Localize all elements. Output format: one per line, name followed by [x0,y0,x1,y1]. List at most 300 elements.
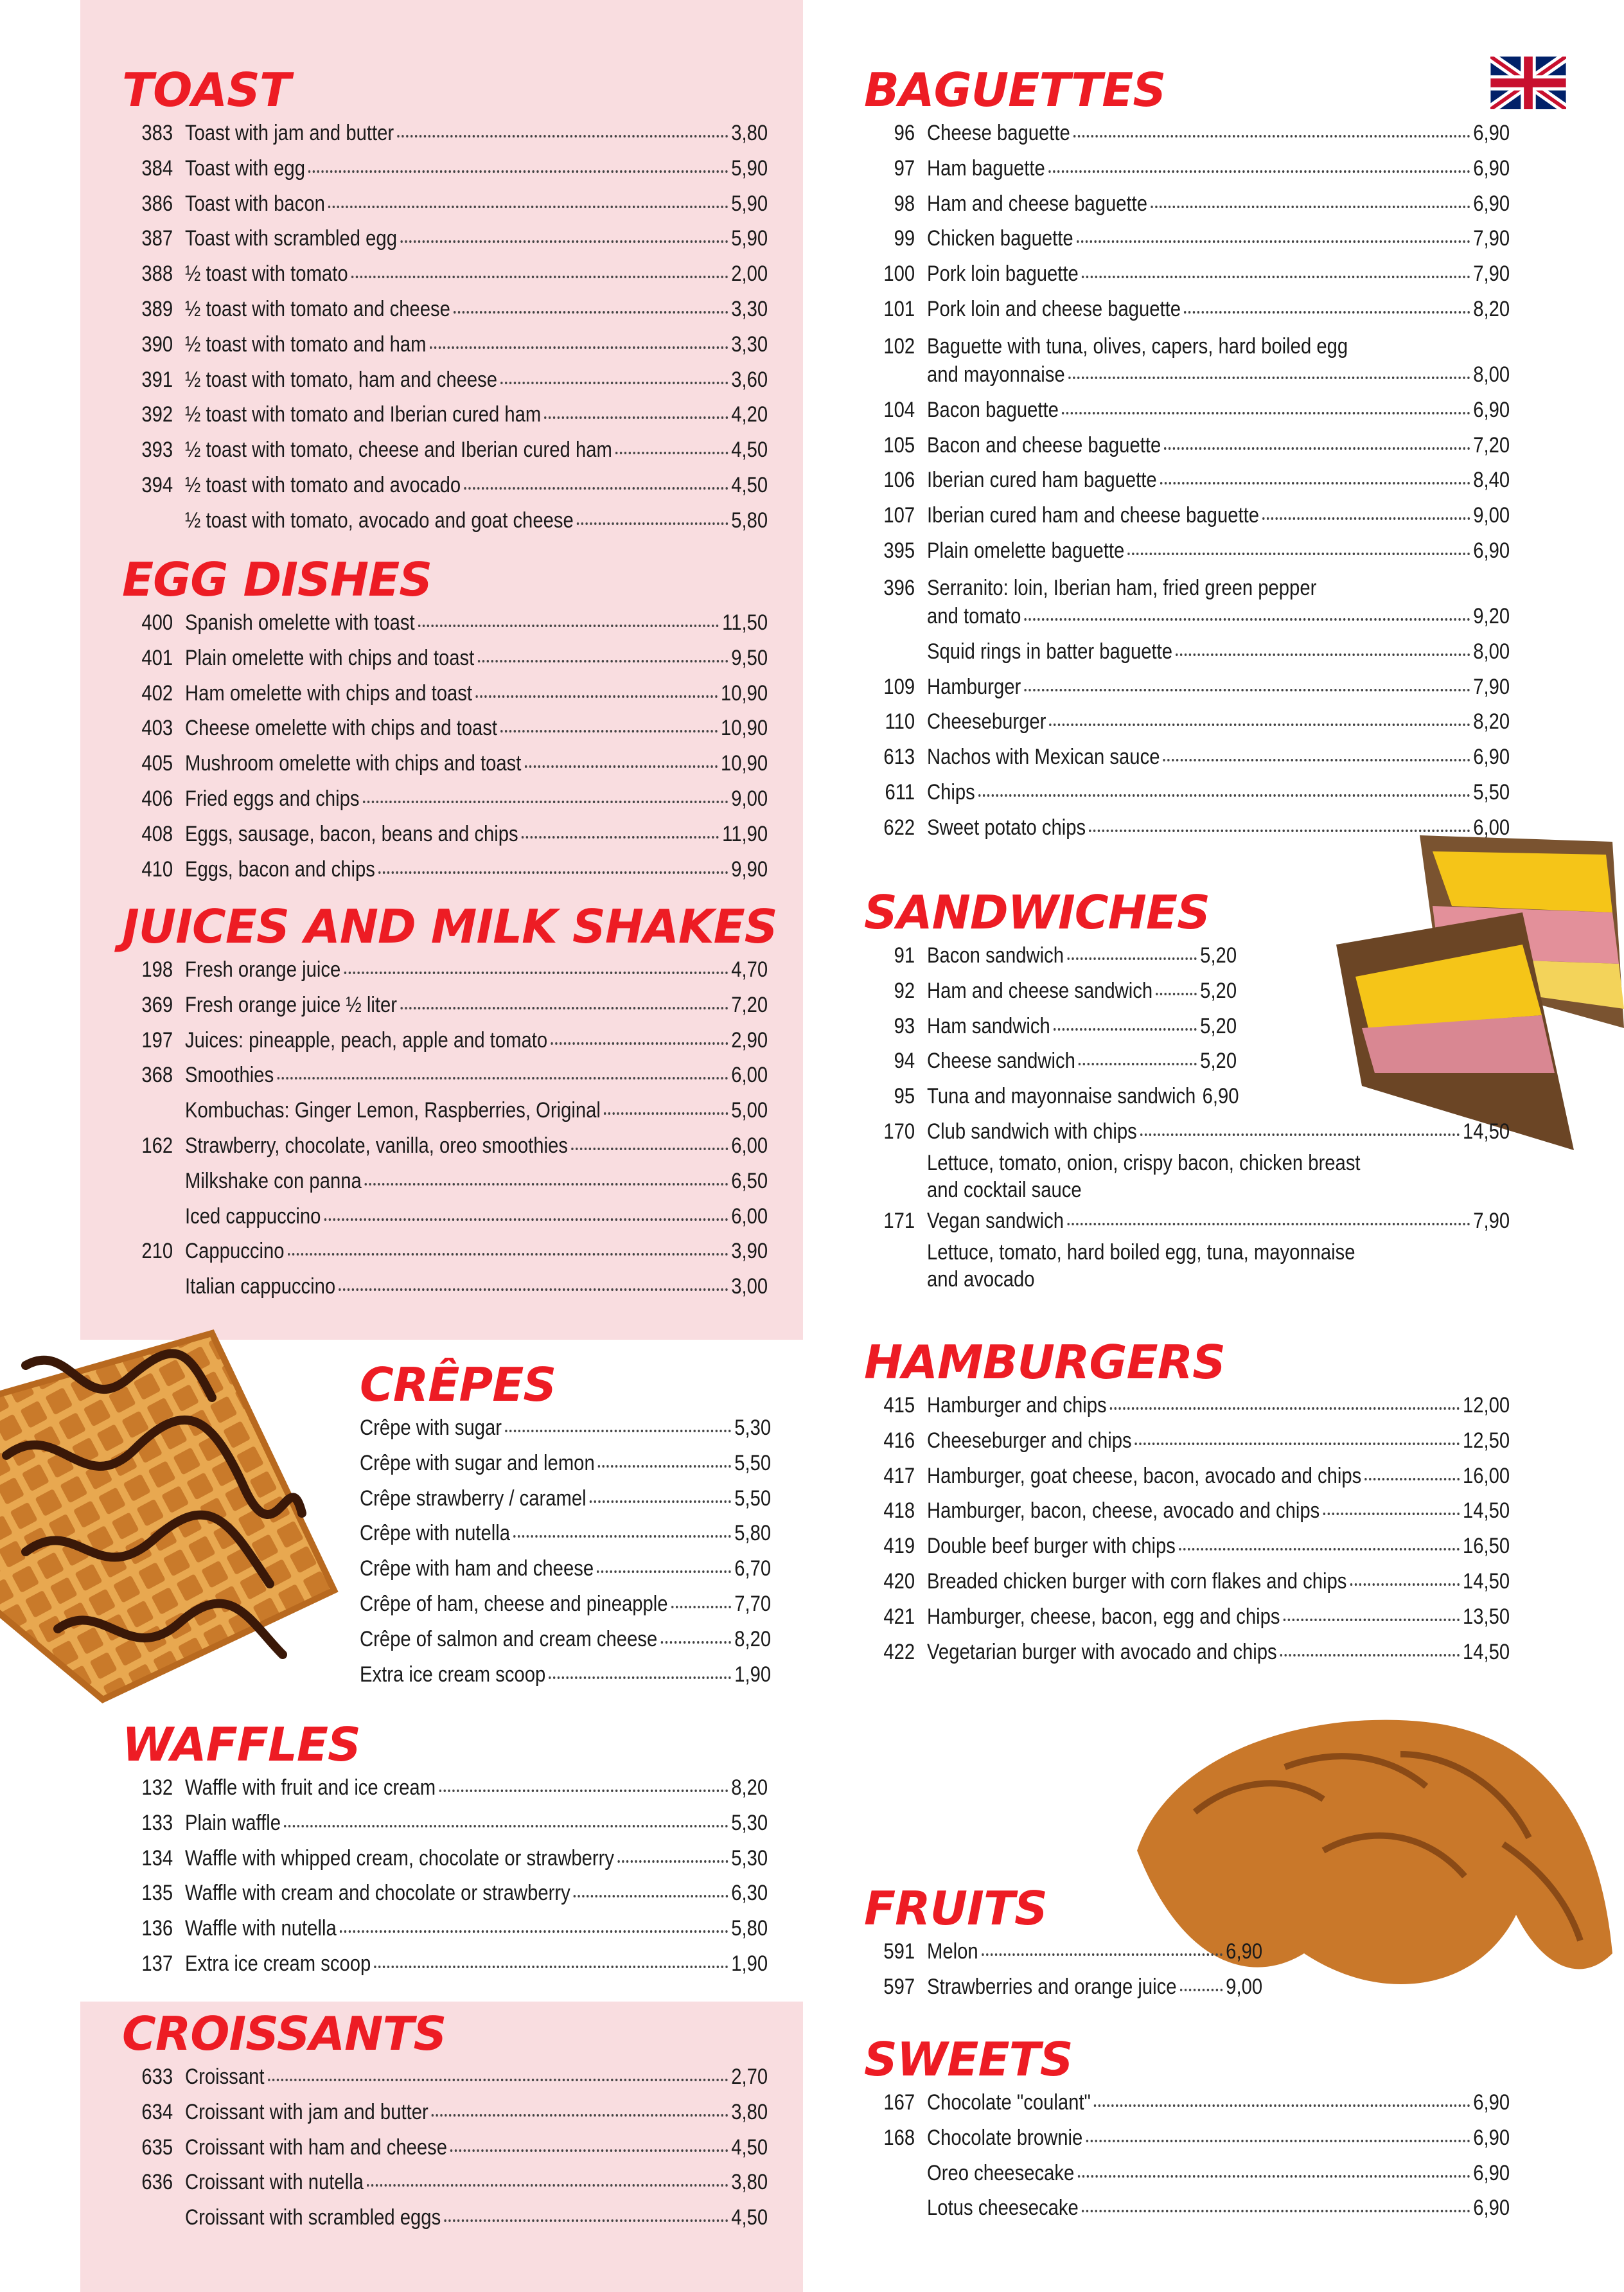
item-price: 5,50 [1473,779,1510,804]
dot-leader [671,1606,731,1608]
menu-item [864,533,1510,569]
dot-leader [525,765,718,768]
item-name: ½ toast with tomato, ham and cheese [185,367,498,392]
item-number: 109 [883,674,915,699]
dot-leader [1079,1063,1197,1065]
dot-leader [1067,1223,1470,1225]
item-description: and cocktail sauce [927,1177,1082,1202]
item-number: 391 [141,367,173,392]
dot-leader [597,1570,731,1573]
item-price: 6,90 [1226,1939,1263,1964]
menu-item [864,1388,1510,1423]
section-title: TOAST [122,63,291,117]
item-number: 622 [883,815,915,840]
item-number: 92 [894,978,915,1003]
item-number: 611 [885,779,915,804]
menu-item [864,360,1510,393]
menu-item [864,740,1510,775]
item-price: 6,00 [731,1063,768,1088]
item-price: 6,90 [1473,191,1510,216]
item-name: Sweet potato chips [927,815,1086,840]
menu-list [122,116,768,538]
section-title: WAFFLES [122,1718,360,1772]
item-name: Toast with bacon [185,191,325,216]
item-description: and avocado [927,1266,1035,1292]
menu-item [122,2130,768,2165]
waffles-section [122,1719,768,1982]
item-name: Iced cappuccino [185,1204,321,1229]
menu-item [122,2059,768,2095]
dot-leader [268,2079,728,2081]
menu-item [122,1023,768,1058]
menu-item [122,1234,768,1269]
item-price: 10,90 [720,680,768,706]
dot-leader [551,1042,728,1045]
dot-leader [1048,170,1470,173]
item-price: 6,90 [1473,2125,1510,2150]
item-price: 6,70 [734,1556,772,1581]
item-name: Chips [927,779,975,804]
dot-leader [1151,206,1470,208]
item-price: 8,20 [734,1626,772,1651]
item-price: 5,90 [731,226,768,251]
dot-leader [1054,1028,1197,1031]
item-name: ½ toast with tomato and avocado [185,472,461,497]
sweets-section [864,2034,1510,2226]
dot-leader [1050,724,1470,726]
item-number: 102 [883,333,915,359]
dot-leader [615,452,728,454]
menu-list [864,1388,1510,1669]
item-price: 8,20 [731,1775,768,1800]
menu-item [864,938,1237,973]
item-price: 16,00 [1462,1463,1510,1488]
item-price: 5,30 [731,1810,768,1835]
egg-dishes-section [122,554,768,887]
item-price: 7,90 [1473,674,1510,699]
item-number: 400 [141,610,173,635]
dot-leader [590,1500,731,1503]
item-number: 105 [883,432,915,458]
item-price: 3,80 [731,121,768,145]
dot-leader [522,836,719,839]
section-title: FRUITS [864,1881,1047,1935]
menu-item [864,704,1510,740]
item-name: Strawberries and orange juice [927,1974,1177,1999]
item-price: 10,90 [720,716,768,741]
dot-leader [604,1112,728,1115]
item-name: Bacon and cheese baguette [927,432,1161,458]
item-price: 9,90 [731,857,768,882]
item-price: 11,90 [722,821,768,846]
item-number: 635 [141,2135,173,2160]
item-name: Hamburger [927,674,1021,699]
item-number: 636 [141,2170,173,2195]
item-name: Lotus cheesecake [927,2196,1079,2221]
menu-item [360,1657,771,1692]
menu-item [122,327,768,362]
menu-item [122,468,768,503]
menu-item [864,1529,1510,1564]
menu-item [122,711,768,746]
dot-leader [324,1218,728,1221]
item-name: Juices: pineapple, peach, apple and tomato [185,1027,548,1053]
item-name: Cheese baguette [927,121,1070,145]
item-number: 389 [141,296,173,321]
item-price: 6,90 [1473,155,1510,181]
menu-item [360,1586,771,1622]
item-number: 396 [883,575,915,600]
item-price: 7,90 [1473,262,1510,287]
item-price: 6,00 [731,1204,768,1229]
item-price: 9,00 [731,786,768,811]
item-number: 634 [141,2099,173,2124]
item-number: 168 [883,2125,915,2150]
menu-item [360,1446,771,1481]
item-number: 97 [894,155,915,181]
dot-leader [400,240,728,243]
item-price: 4,50 [731,438,768,463]
dot-leader [1140,1133,1460,1136]
item-price: 13,50 [1462,1604,1510,1629]
dot-leader [284,1825,728,1827]
item-name: Melon [927,1939,978,1964]
menu-item [122,852,768,887]
item-name: Fresh orange juice ½ liter [185,992,397,1017]
item-name: Cappuccino [185,1239,285,1264]
menu-item [122,1806,768,1841]
item-price: 7,90 [1473,226,1510,251]
item-number: 210 [141,1239,173,1264]
section-title: CROISSANTS [122,2007,446,2061]
item-number: 106 [883,468,915,493]
menu-item [122,1876,768,1911]
item-price: 6,00 [1473,815,1510,840]
menu-item [864,292,1510,327]
item-name: Croissant with ham and cheese [185,2135,447,2160]
item-name: Hamburger, bacon, cheese, avocado and chips [927,1498,1320,1524]
item-number: 91 [894,943,915,968]
item-price: 4,50 [731,2205,768,2230]
menu-item [122,1911,768,1946]
item-name: Crêpe of ham, cheese and pineapple [360,1591,668,1616]
item-number: 420 [883,1568,915,1594]
item-price: 5,50 [734,1486,772,1511]
dot-leader [351,276,728,278]
item-number: 597 [883,1974,915,1999]
item-number: 395 [883,538,915,563]
item-number: 107 [883,503,915,528]
dot-leader [1127,553,1470,555]
menu-item [864,498,1510,533]
menu-item [122,432,768,468]
dot-leader [1164,447,1470,450]
item-number: 418 [883,1498,915,1524]
item-price: 5,20 [1200,1013,1237,1038]
menu-item [864,602,1510,634]
item-price: 3,00 [731,1274,768,1299]
item-name: Plain omelette baguette [927,538,1125,563]
item-number: 403 [141,716,173,741]
dot-leader [505,1430,731,1432]
menu-item [864,393,1510,428]
item-name: Ham baguette [927,155,1045,181]
item-number: 132 [141,1775,173,1800]
menu-list [122,952,768,1304]
sandwiches-section [864,887,1510,1293]
item-number: 135 [141,1881,173,1906]
item-number: 171 [883,1208,915,1233]
item-number: 136 [141,1916,173,1941]
menu-item [122,1946,768,1982]
item-price: 7,90 [1473,1208,1510,1233]
item-name: Chocolate brownie [927,2125,1083,2150]
dot-leader [544,416,728,419]
item-name: Chocolate "coulant" [927,2090,1091,2115]
dot-leader [397,135,728,138]
item-number: 406 [141,786,173,811]
item-price: 2,70 [731,2065,768,2089]
section-title: SWEETS [864,2032,1073,2086]
item-price: 6,90 [1473,397,1510,422]
menu-item [864,973,1237,1009]
item-price: 3,60 [731,367,768,392]
menu-list [864,938,1237,1114]
menu-item [122,1841,768,1876]
menu-list [122,605,768,887]
menu-item [122,1093,768,1128]
item-name: Crêpe with sugar [360,1416,502,1440]
dot-leader [1025,618,1470,621]
item-name: Croissant with scrambled eggs [185,2205,441,2230]
dot-leader [367,2184,728,2187]
menu-item [122,151,768,186]
section-title: EGG DISHES [122,553,432,607]
item-price: 5,80 [734,1521,772,1546]
dot-leader [978,794,1470,797]
item-name: Ham sandwich [927,1013,1050,1038]
item-name: Cheeseburger and chips [927,1428,1132,1453]
item-name: Croissant with nutella [185,2170,364,2195]
item-price: 8,00 [1473,362,1510,387]
item-name: Strawberry, chocolate, vanilla, oreo smoothies [185,1133,568,1158]
dot-leader [1077,2175,1470,2178]
item-price: 2,00 [731,262,768,287]
dot-leader [500,382,728,384]
item-price: 4,20 [731,402,768,427]
section-title: CRÊPES [360,1358,556,1412]
item-name: Smoothies [185,1063,274,1088]
menu-item [864,1969,1262,2005]
dot-leader [363,801,728,803]
item-number: 410 [141,857,173,882]
item-name: ½ toast with tomato and cheese [185,296,450,321]
dot-leader [475,695,718,698]
dot-leader [1323,1513,1459,1515]
item-name: Hamburger, cheese, bacon, egg and chips [927,1604,1280,1629]
dot-leader [1179,1548,1460,1550]
item-price: 3,80 [731,2170,768,2195]
item-price: 5,30 [734,1416,772,1440]
item-name: Chicken baguette [927,226,1073,251]
dot-leader [598,1465,731,1468]
item-price: 5,90 [731,191,768,216]
item-name: Cheese sandwich [927,1049,1075,1074]
item-name: Extra ice cream scoop [185,1951,371,1976]
menu-item-first-line [864,569,1419,602]
menu-item [122,676,768,711]
menu-item [864,1459,1510,1494]
item-price: 6,90 [1202,1084,1239,1109]
item-name: Double beef burger with chips [927,1534,1176,1559]
dot-leader [344,972,728,974]
item-price: 5,20 [1200,1049,1237,1074]
menu-item [864,256,1510,292]
item-name: Italian cappuccino [185,1274,336,1299]
menu-item [864,634,1510,670]
section-title: HAMBURGERS [864,1335,1225,1389]
item-name: Waffle with whipped cream, chocolate or strawberry [185,1845,614,1870]
dot-leader [339,1288,728,1291]
item-price: 8,20 [1473,296,1510,321]
menu-item [864,463,1510,498]
dot-leader [1089,830,1470,832]
item-number: 133 [141,1810,173,1835]
item-name: Spanish omelette with toast [185,610,415,635]
item-number: 633 [141,2065,173,2089]
menu-item [864,1204,1510,1239]
item-price: 1,90 [731,1951,768,1976]
dot-leader [454,311,728,314]
waffle-photo [0,1320,360,1732]
item-number: 170 [883,1119,915,1144]
item-number: 198 [141,957,173,982]
item-name: Pork loin baguette [927,262,1079,287]
dot-leader [418,625,719,627]
item-name: Toast with jam and butter [185,121,394,145]
item-number: 390 [141,332,173,357]
item-number: 402 [141,680,173,706]
item-number: 162 [141,1133,173,1158]
item-price: 6,30 [731,1881,768,1906]
item-price: 6,90 [1473,745,1510,770]
dot-leader [430,346,728,349]
menu-list [864,1114,1510,1293]
item-number: 383 [141,121,173,145]
item-name: ½ toast with tomato, cheese and Iberian cured ham [185,438,612,463]
menu-list [864,2085,1510,2226]
dot-leader [432,2114,728,2117]
item-price: 5,80 [731,1916,768,1941]
dot-leader [328,206,728,208]
item-name: Crêpe strawberry / caramel [360,1486,587,1511]
menu-item [122,116,768,151]
dot-leader [617,1860,728,1863]
menu-item [360,1481,771,1516]
item-name: Hamburger and chips [927,1393,1107,1417]
item-number: 369 [141,992,173,1017]
item-name: Eggs, bacon and chips [185,857,375,882]
menu-item [122,2165,768,2200]
item-name: Vegan sandwich [927,1208,1064,1233]
dot-leader [477,660,728,662]
menu-item [122,1269,768,1304]
item-price: 1,90 [734,1662,772,1687]
item-name: Waffle with cream and chocolate or strawberry [185,1881,570,1906]
menu-item [122,781,768,817]
dot-leader [1067,957,1197,960]
menu-item [122,503,768,538]
menu-item [864,116,1510,151]
item-number: 99 [894,226,915,251]
item-number: 134 [141,1845,173,1870]
item-name: Iberian cured ham and cheese baguette [927,503,1259,528]
dot-leader [500,730,718,733]
item-number: 393 [141,438,173,463]
item-price: 5,20 [1200,978,1237,1003]
item-number: 104 [883,397,915,422]
item-price: 5,80 [731,508,768,533]
item-name: Cheese omelette with chips and toast [185,716,498,741]
dot-leader [1262,517,1470,520]
section-title: JUICES AND MILK SHAKES [122,900,777,954]
dot-leader [1073,135,1470,138]
dot-leader [577,522,728,525]
menu-item [864,775,1510,810]
item-number: 386 [141,191,173,216]
dot-leader [378,871,728,874]
item-price: 7,20 [731,992,768,1017]
item-name: Fresh orange juice [185,957,341,982]
menu-list [864,116,1510,846]
menu-list [360,1410,771,1692]
item-price: 9,50 [731,645,768,670]
dot-leader [1180,1989,1222,1991]
menu-item [360,1410,771,1446]
item-name: Serranito: loin, Iberian ham, fried green pepper [927,575,1317,600]
item-name: Fried eggs and chips [185,786,360,811]
dot-leader [1160,482,1470,484]
menu-item [122,186,768,222]
menu-item [122,988,768,1023]
menu-list [122,2059,768,2235]
dot-leader [1068,377,1470,379]
menu-item [864,810,1510,846]
item-name: ½ toast with tomato, avocado and goat cheese [185,508,574,533]
dot-leader [1280,1654,1460,1657]
section-title: SANDWICHES [864,885,1210,939]
item-number: 368 [141,1063,173,1088]
dot-leader [439,1790,728,1792]
menu-item [122,746,768,781]
item-number: 93 [894,1013,915,1038]
dot-leader [1163,759,1470,761]
menu-item [122,952,768,988]
item-name: Croissant with jam and butter [185,2099,428,2124]
dot-leader [400,1007,728,1009]
item-price: 3,30 [731,332,768,357]
item-description: Lettuce, tomato, hard boiled egg, tuna, mayonnaise [927,1239,1355,1265]
menu-item [122,256,768,292]
item-name: Extra ice cream scoop [360,1662,546,1687]
item-price: 6,90 [1473,121,1510,145]
dot-leader [277,1077,728,1079]
item-price: 6,90 [1473,2090,1510,2115]
item-price: 9,20 [1473,603,1510,628]
item-price: 6,90 [1473,2196,1510,2221]
item-price: 5,00 [731,1098,768,1123]
menu-item [360,1622,771,1657]
